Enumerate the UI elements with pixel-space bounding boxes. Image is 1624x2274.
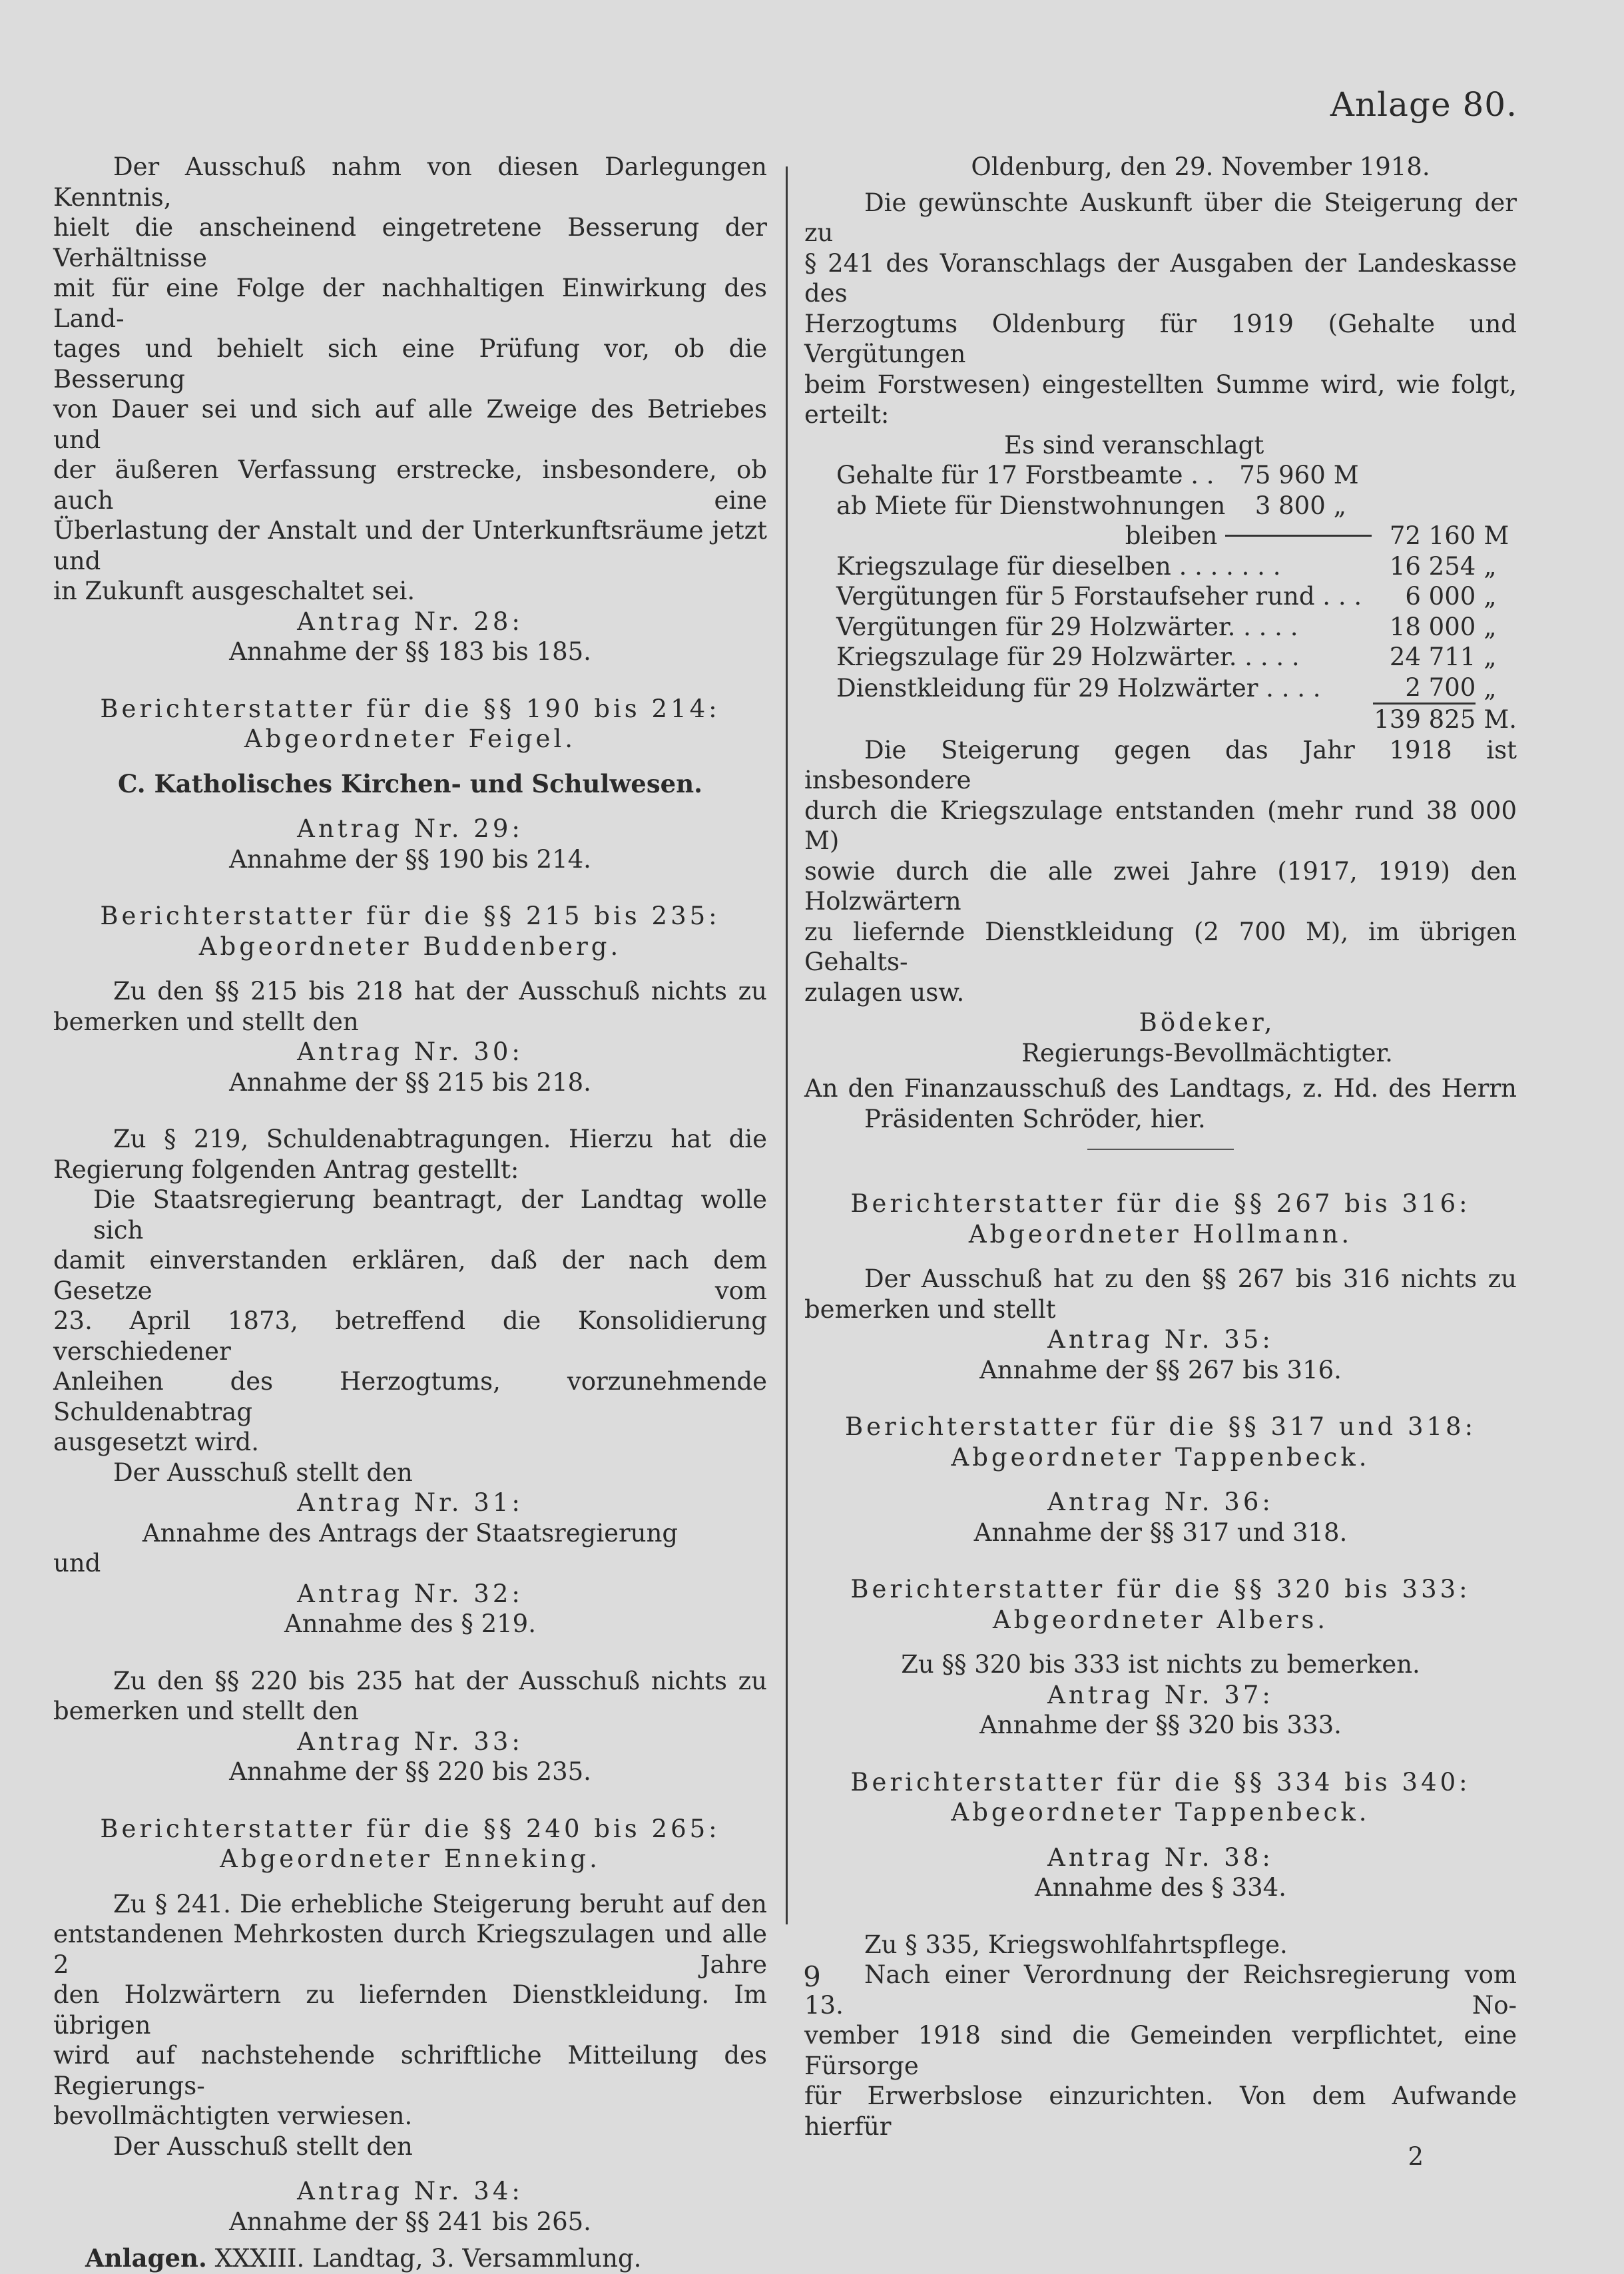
calc-row: [836, 642, 1517, 673]
antrag-heading: Antrag Nr. 38:: [1047, 1843, 1274, 1872]
left-column: [53, 152, 767, 2274]
subtraction-rule: [1225, 535, 1372, 537]
calc-total-row: [836, 704, 1517, 735]
text-line: Herzogtums Oldenburg für 1919 (Gehalte und Vergütungen: [804, 309, 1517, 368]
text-line: Der Ausschuß hat zu den §§ 267 bis 316 nichts zu: [864, 1265, 1517, 1293]
calc-unit: „: [1484, 643, 1497, 671]
berichterstatter-line: Berichterstatter für die §§ 317 und 318:: [844, 1412, 1477, 1441]
text-line: in Zukunft ausgeschaltet sei.: [53, 577, 415, 605]
annahme-line: Annahme des § 334.: [1035, 1873, 1286, 1902]
calc-unit: „: [1333, 491, 1346, 520]
sheet-number: 2: [1408, 2142, 1424, 2171]
abgeordneter-line: Abgeordneter Feigel.: [244, 724, 577, 753]
calc-row: [836, 460, 1517, 491]
calc-row: [836, 491, 1517, 521]
antrag-heading: Antrag Nr. 34:: [297, 2177, 523, 2205]
calc-unit: M: [1333, 461, 1359, 489]
abgeordneter-line: Abgeordneter Albers.: [992, 1605, 1329, 1634]
text-line: und: [53, 1549, 101, 1577]
calc-amount: 2 700: [1373, 673, 1476, 704]
annahme-line: Annahme der §§ 317 und 318.: [973, 1518, 1348, 1547]
section-heading: C. Katholisches Kirchen- und Schulwesen.: [117, 768, 702, 798]
text-line: Der Ausschuß stellt den: [113, 1458, 413, 1487]
calc-unit: „: [1484, 674, 1497, 703]
abgeordneter-line: Abgeordneter Enneking.: [220, 1845, 601, 1873]
cost-calculation: [836, 460, 1517, 735]
text-line: der äußeren Verfassung erstrecke, insbesondere, ob auch eine: [53, 455, 767, 515]
signature-name: Bödeker,: [1139, 1008, 1276, 1037]
antrag-heading: Antrag Nr. 33:: [297, 1727, 523, 1756]
regierungs-antrag-quote: [53, 1185, 767, 1458]
text-line: bemerken und stellt: [804, 1294, 1056, 1324]
text-line: vember 1918 sind die Gemeinden verpflichtet, eine Fürsorge: [804, 2021, 1517, 2080]
text-line: Anleihen des Herzogtums, vorzunehmende Schuldenabtrag: [53, 1367, 767, 1426]
calc-row: [836, 521, 1517, 551]
antrag-heading: Antrag Nr. 35:: [1047, 1325, 1274, 1354]
text-line: Regierung folgenden Antrag gestellt:: [53, 1155, 519, 1184]
berichterstatter-line: Berichterstatter für die §§ 320 bis 333:: [850, 1575, 1471, 1603]
antrag-heading: Antrag Nr. 28:: [297, 607, 523, 636]
text-line: entstandenen Mehrkosten durch Kriegszulagen und alle 2 Jahre: [53, 1920, 767, 1979]
annahme-line: Annahme der §§ 267 bis 316.: [979, 1355, 1342, 1384]
abgeordneter-line: Abgeordneter Buddenberg.: [198, 932, 622, 961]
calc-label: Dienstkleidung für 29 Holzwärter . . . .: [836, 674, 1321, 703]
address-line: Präsidenten Schröder, hier.: [864, 1104, 1206, 1133]
abgeordneter-line: Abgeordneter Tappenbeck.: [951, 1442, 1370, 1472]
text-line: Nach einer Verordnung der Reichsregierung vom 13. No-: [804, 1960, 1517, 2020]
text-line: Zu § 219, Schuldenabtragungen. Hierzu hat die: [113, 1125, 767, 1153]
antrag-heading: Antrag Nr. 30:: [297, 1037, 523, 1066]
text-line: für Erwerbslose einzurichten. Von dem Aufwande hierfür: [804, 2082, 1517, 2141]
annahme-line: Annahme der §§ 320 bis 333.: [979, 1711, 1342, 1739]
text-line: von Dauer sei und sich auf alle Zweige des Betriebes und: [53, 395, 767, 454]
text-line: Die Staatsregierung beantragt, der Landtag wolle sich: [93, 1185, 767, 1245]
text-line: Zu den §§ 215 bis 218 hat der Ausschuß nichts zu: [113, 977, 767, 1005]
annahme-line: Annahme des Antrags der Staatsregierung: [142, 1518, 678, 1548]
annahme-line: Annahme der §§ 190 bis 214.: [229, 844, 591, 874]
text-line: 23. April 1873, betreffend die Konsolidierung verschiedener: [53, 1306, 767, 1366]
annahme-line: Annahme der §§ 215 bis 218.: [229, 1067, 591, 1097]
right-column: [804, 152, 1517, 2172]
antrag-heading: Antrag Nr. 36:: [1047, 1488, 1274, 1516]
text-line: Die gewünschte Auskunft über die Steigerung der zu: [804, 188, 1517, 247]
text-line: ausgesetzt wird.: [53, 1428, 259, 1456]
antrag-heading: Antrag Nr. 29:: [297, 814, 523, 843]
text-line: zulagen usw.: [804, 978, 965, 1007]
berichterstatter-line: Berichterstatter für die §§ 190 bis 214:: [100, 694, 720, 723]
text-line: tages und behielt sich eine Prüfung vor, ob die Besserung: [53, 334, 767, 394]
text-line: bemerken und stellt den: [53, 1007, 359, 1036]
text-line: hielt die anscheinend eingetretene Besserung der Verhältnisse: [53, 213, 767, 272]
calc-amount: 16 254: [1389, 551, 1476, 581]
calc-amount: 18 000: [1389, 612, 1476, 641]
calc-unit: „: [1484, 582, 1497, 611]
berichterstatter-line: Berichterstatter für die §§ 334 bis 340:: [850, 1767, 1471, 1797]
text-line: Zu den §§ 220 bis 235 hat der Ausschuß nichts zu: [113, 1666, 767, 1695]
annahme-line: Annahme der §§ 241 bis 265.: [229, 2207, 591, 2236]
calc-label: Vergütungen für 29 Holzwärter. . . . .: [836, 612, 1298, 641]
calc-label: Kriegszulage für dieselben . . . . . . .: [836, 551, 1281, 581]
text-line: wird auf nachstehende schriftliche Mitteilung des Regierungs-: [53, 2041, 767, 2100]
imprint-line: [53, 2243, 767, 2274]
antrag-heading: Antrag Nr. 37:: [1047, 1680, 1274, 1709]
address-line: An den Finanzausschuß des Landtags, z. Hd. des Herrn: [804, 1074, 1517, 1103]
annahme-line: Annahme des § 219.: [284, 1609, 536, 1638]
imprint-bold: Anlagen.: [85, 2243, 207, 2273]
calc-row: [836, 551, 1517, 582]
calc-total-amount: 139 825: [1374, 705, 1476, 734]
calc-unit: M.: [1484, 705, 1517, 734]
text-line: Zu § 335, Kriegswohlfahrtspflege.: [864, 1930, 1288, 1959]
annahme-line: Annahme der §§ 183 bis 185.: [229, 637, 591, 666]
text-line: Überlastung der Anstalt und der Unterkunftsräume jetzt und: [53, 516, 767, 575]
text-line: den Holzwärtern zu liefernden Dienstkleidung. Im übrigen: [53, 1980, 767, 2040]
antrag-heading: Antrag Nr. 31:: [297, 1488, 523, 1517]
berichterstatter-line: Berichterstatter für die §§ 240 bis 265:: [100, 1814, 720, 1843]
calc-amount: 24 711: [1389, 643, 1476, 671]
berichterstatter-line: Berichterstatter für die §§ 215 bis 235:: [100, 902, 720, 930]
berichterstatter-line: Berichterstatter für die §§ 267 bis 316:: [850, 1189, 1471, 1218]
annahme-line: Annahme der §§ 220 bis 235.: [229, 1757, 591, 1786]
calc-label: ab Miete für Dienstwohnungen: [836, 491, 1226, 520]
text-line: Die Steigerung gegen das Jahr 1918 ist insbesondere: [804, 735, 1517, 794]
calc-row: [836, 581, 1517, 612]
calc-amount: 72 160: [1389, 521, 1476, 550]
calc-unit: M: [1484, 521, 1509, 550]
signature-title: Regierungs-Bevollmächtigter.: [1021, 1038, 1393, 1067]
text-line: zu liefernde Dienstkleidung (2 700 M), im übrigen Gehalts-: [804, 917, 1517, 976]
text-line: beim Forstwesen) eingestellten Summe wird, wie folgt, erteilt:: [804, 370, 1517, 429]
calc-label: Vergütungen für 5 Forstaufseher rund . . .: [836, 582, 1362, 611]
anlage-header: Anlage 80.: [1330, 85, 1517, 124]
calc-amount: 75 960: [1239, 461, 1326, 489]
text-line: Zu §§ 320 bis 333 ist nichts zu bemerken.: [901, 1650, 1420, 1679]
calc-label: bleiben: [1125, 521, 1218, 550]
text-line: Der Ausschuß stellt den: [113, 2132, 413, 2161]
calc-amount: 6 000: [1405, 582, 1476, 611]
text-line: Es sind veranschlagt: [1004, 430, 1264, 459]
calc-unit: „: [1484, 612, 1497, 641]
intro-paragraph: [53, 152, 767, 607]
calc-row: [836, 673, 1517, 704]
page-number: 9: [803, 1960, 821, 1993]
text-line: bemerken und stellt den: [53, 1697, 359, 1725]
calc-label: Kriegszulage für 29 Holzwärter. . . . .: [836, 643, 1300, 671]
text-line: sowie durch die alle zwei Jahre (1917, 1919) den Holzwärtern: [804, 856, 1517, 916]
calc-row: [836, 612, 1517, 643]
calc-label: Gehalte für 17 Forstbeamte . .: [836, 461, 1215, 489]
imprint-rest: XXXIII. Landtag, 3. Versammlung.: [206, 2244, 642, 2273]
column-divider: [786, 166, 788, 1924]
abgeordneter-line: Abgeordneter Tappenbeck.: [951, 1798, 1370, 1827]
abgeordneter-line: Abgeordneter Hollmann.: [968, 1219, 1353, 1249]
dateline: Oldenburg, den 29. November 1918.: [971, 152, 1430, 181]
text-line: Der Ausschuß nahm von diesen Darlegungen Kenntnis,: [53, 152, 767, 212]
text-line: mit für eine Folge der nachhaltigen Einwirkung des Land-: [53, 274, 767, 333]
text-line: Zu § 241. Die erhebliche Steigerung beruht auf den: [113, 1889, 767, 1918]
calc-unit: „: [1484, 551, 1497, 581]
text-line: bevollmächtigten verwiesen.: [53, 2102, 413, 2130]
text-line: durch die Kriegszulage entstanden (mehr rund 38 000 M): [804, 796, 1517, 855]
text-line: damit einverstanden erklären, daß der nach dem Gesetze vom: [53, 1246, 767, 1305]
text-line: § 241 des Voranschlags der Ausgaben der Landeskasse des: [804, 248, 1517, 308]
calc-amount: 3 800: [1254, 491, 1326, 520]
antrag-heading: Antrag Nr. 32:: [297, 1579, 523, 1608]
